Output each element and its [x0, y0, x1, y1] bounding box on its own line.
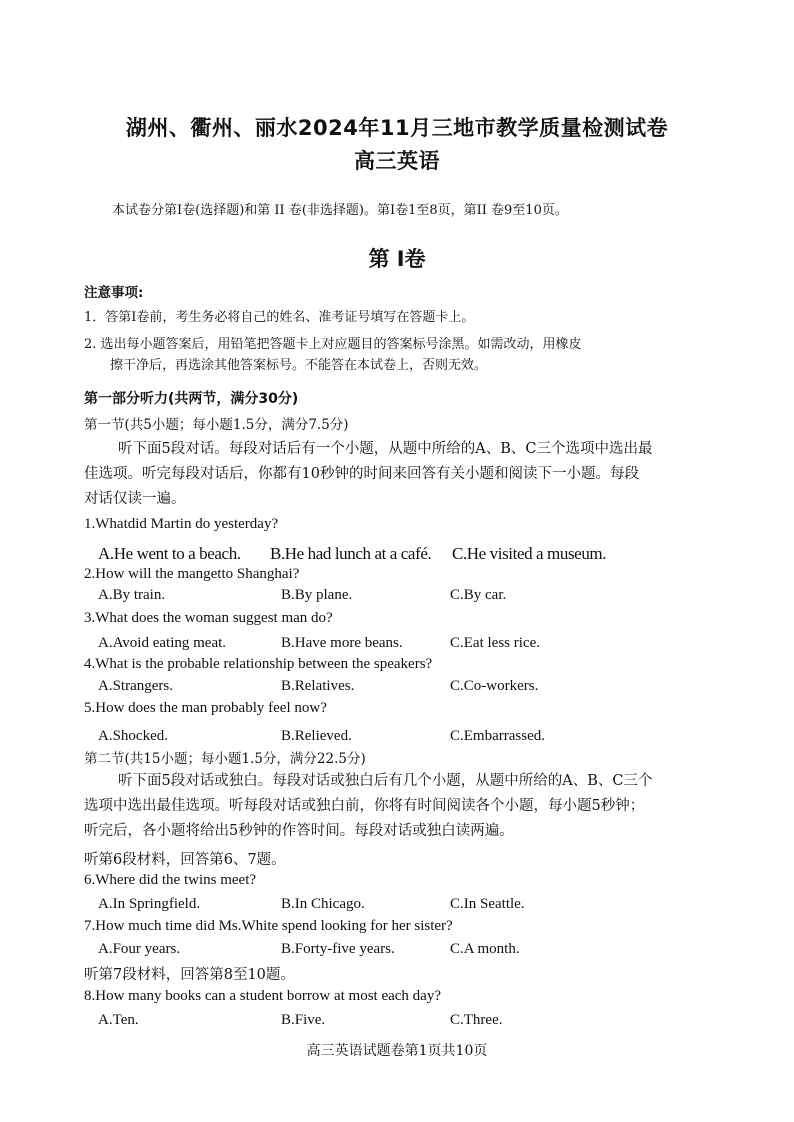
- question-option: C.Co-workers.: [450, 678, 539, 694]
- instruction-line: 听下面5段对话。每段对话后有一个小题，从题中所给的A、B、C三个选项中选出最: [118, 441, 653, 457]
- question-stem: 4.What is the probable relationship between the speakers?: [84, 656, 433, 672]
- question-option: A.He went to a beach.: [98, 544, 241, 563]
- question-option: B.Have more beans.: [281, 635, 403, 651]
- note-item-2-line-1: 2. 选出每小题答案后，用铅笔把答题卡上对应题目的答案标号涂黑。如需改动，用橡皮: [84, 337, 582, 352]
- question-option: A.Four years.: [98, 941, 181, 957]
- question-option: C.A month.: [450, 941, 520, 957]
- material-6-note: 听第6段材料，回答第6、7题。: [84, 852, 286, 868]
- page-footer: 高三英语试题卷第1页共10页: [306, 1043, 488, 1059]
- note-item-2-line-2: 擦干净后，再选涂其他答案标号。不能答在本试卷上，否则无效。: [110, 358, 488, 373]
- question-option: C.Eat less rice.: [450, 635, 540, 651]
- instruction-line: 对话仅读一遍。: [84, 491, 186, 507]
- question-option: A.Shocked.: [98, 728, 168, 744]
- question-option: C.Three.: [450, 1012, 503, 1028]
- volume-heading: 第 I卷: [368, 247, 426, 271]
- question-option: B.He had lunch at a café.: [270, 544, 432, 563]
- instruction-line: 佳选项。听完每段对话后，你都有10秒钟的时间来回答有关小题和阅读下一小题。每段: [84, 466, 639, 482]
- question-stem: 3.What does the woman suggest man do?: [84, 610, 333, 626]
- section2-heading: 第二节(共15小题；每小题1.5分，满分22.5分): [84, 751, 366, 767]
- question-option: B.Relieved.: [281, 728, 352, 744]
- question-option: C.Embarrassed.: [450, 728, 545, 744]
- question-option: A.By train.: [98, 587, 166, 603]
- exam-subtitle: 高三英语: [354, 149, 440, 173]
- question-option: A.Ten.: [98, 1012, 139, 1028]
- section1-instructions: [84, 437, 712, 512]
- question-option: B.Relatives.: [281, 678, 355, 694]
- question-stem: 5.How does the man probably feel now?: [84, 700, 327, 716]
- section2-instructions: [84, 769, 712, 844]
- question-stem: 1.Whatdid Martin do yesterday?: [84, 516, 279, 532]
- question-option: C.He visited a museum.: [452, 544, 607, 563]
- part1-heading: 第一部分听力(共两节，满分30分): [84, 391, 299, 407]
- question-stem: 8.How many books can a student borrow at most each day?: [84, 988, 441, 1004]
- question-option: B.Forty-five years.: [281, 941, 395, 957]
- question-option: A.In Springfield.: [98, 896, 201, 912]
- note-item-1: 1．答第Ⅰ卷前，考生务必将自己的姓名、准考证号填写在答题卡上。: [84, 310, 475, 325]
- exam-title: 湖州、衢州、丽水2024年11月三地市教学质量检测试卷: [125, 116, 669, 140]
- notes-heading: 注意事项:: [84, 285, 144, 301]
- question-option: C.By car.: [450, 587, 507, 603]
- question-option: B.In Chicago.: [281, 896, 365, 912]
- question-option: A.Avoid eating meat.: [98, 635, 227, 651]
- instruction-line: 听完后，各小题将给出5秒钟的作答时间。每段对话或独白读两遍。: [84, 823, 514, 839]
- question-option: A.Strangers.: [98, 678, 173, 694]
- question-stem: 2.How will the mangetto Shanghai?: [84, 566, 300, 582]
- exam-intro: 本试卷分第Ⅰ卷(选择题)和第 II 卷(非选择题)。第Ⅰ卷1至8页，第II 卷9至10页。: [112, 203, 568, 218]
- question-option: B.By plane.: [281, 587, 353, 603]
- question-option: B.Five.: [281, 1012, 326, 1028]
- section1-heading: 第一节(共5小题；每小题1.5分，满分7.5分): [84, 417, 349, 433]
- question-option: C.In Seattle.: [450, 896, 525, 912]
- question-stem: 7.How much time did Ms.White spend looking for her sister?: [84, 918, 453, 934]
- material-7-note: 听第7段材料，回答第8至10题。: [84, 967, 295, 983]
- instruction-line: 听下面5段对话或独白。每段对话或独白后有几个小题，从题中所给的A、B、C三个: [118, 773, 653, 789]
- question-stem: 6.Where did the twins meet?: [84, 872, 257, 888]
- instruction-line: 选项中选出最佳选项。听每段对话或独白前，你将有时间阅读各个小题，每小题5秒钟；: [84, 798, 645, 814]
